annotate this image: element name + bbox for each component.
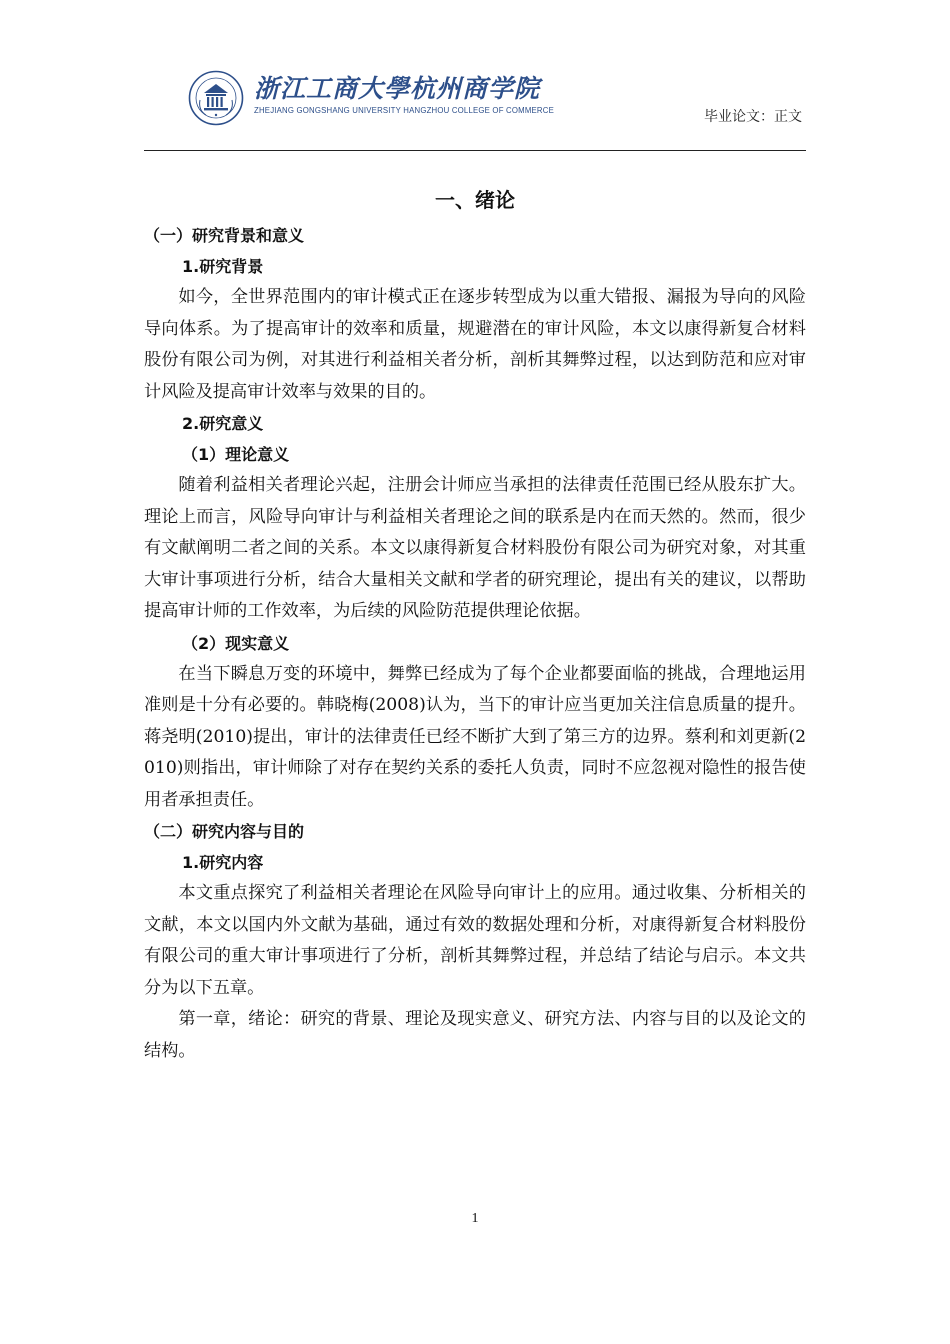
paragraph: 第一章，绪论：研究的背景、理论及现实意义、研究方法、内容与目的以及论文的结构。 xyxy=(144,1009,806,1061)
page-header xyxy=(144,62,806,152)
subsection-heading: （1）理论意义 xyxy=(182,445,290,464)
section-heading: （一）研究背景和意义 xyxy=(144,226,305,245)
subsection-heading: （2）现实意义 xyxy=(182,633,290,653)
paragraph: 随着利益相关者理论兴起，注册会计师应当承担的法律责任范围已经从股东扩大。理论上而言，风险导向审计与利益相关者理论之间的联系是内在而天然的。然而，很少有文献阐明二者之间的关系。本文以康得新复合材料股份有限公司为研究对象，对其重大审计事项进行分析，结合大量相关文献和学者的研究理论，提出有关的建议，以帮助提高审计师的工作效率，为后续的风险防范提供理论依据。 xyxy=(144,475,806,621)
chapter-title: 一、绪论 xyxy=(435,188,515,212)
header-label: 毕业论文：正文 xyxy=(704,109,802,125)
paragraph: 如今，全世界范围内的审计模式正在逐步转型成为以重大错报、漏报为导向的风险导向体系。为了提高审计的效率和质量，规避潜在的审计风险，本文以康得新复合材料股份有限公司为例，对其进行利益相关者分析，剖析其舞弊过程，以达到防范和应对审计风险及提高审计效率与效果的目的。 xyxy=(144,287,806,402)
section-heading: （二）研究内容与目的 xyxy=(144,822,305,841)
page-number: 1 xyxy=(471,1211,479,1226)
paragraph: 在当下瞬息万变的环境中，舞弊已经成为了每个企业都要面临的挑战，合理地运用准则是十分有必要的。韩晓梅(2008)认为，当下的审计应当更加关注信息质量的提升。蒋尧明(2010)提出，审计的法律责任已经不断扩大到了第三方的边界。蔡利和刘更新(2010)则指出，审计师除了对存在契约关系的委托人负责，同时不应忽视对隐性的报告使用者承担责任。 xyxy=(144,663,806,810)
paragraph: 本文重点探究了利益相关者理论在风险导向审计上的应用。通过收集、分析相关的文献，本文以国内外文献为基础，通过有效的数据处理和分析，对康得新复合材料股份有限公司的重大审计事项进行了分析，剖析其舞弊过程，并总结了结论与启示。本文共分为以下五章。 xyxy=(144,883,806,998)
document-body xyxy=(144,180,806,1067)
subsection-heading: 1.研究内容 xyxy=(182,853,264,872)
header-divider xyxy=(144,150,806,151)
subsection-heading: 2.研究意义 xyxy=(182,414,264,433)
university-seal-icon xyxy=(188,70,244,126)
subsection-heading: 1.研究背景 xyxy=(182,257,264,276)
logo-english-name: ZHEJIANG GONGSHANG UNIVERSITY HANGZHOU COLLEGE OF COMMERCE xyxy=(254,106,554,115)
logo-chinese-name: 浙江工商大學杭州商学院 xyxy=(254,74,541,103)
university-logo xyxy=(188,70,554,130)
